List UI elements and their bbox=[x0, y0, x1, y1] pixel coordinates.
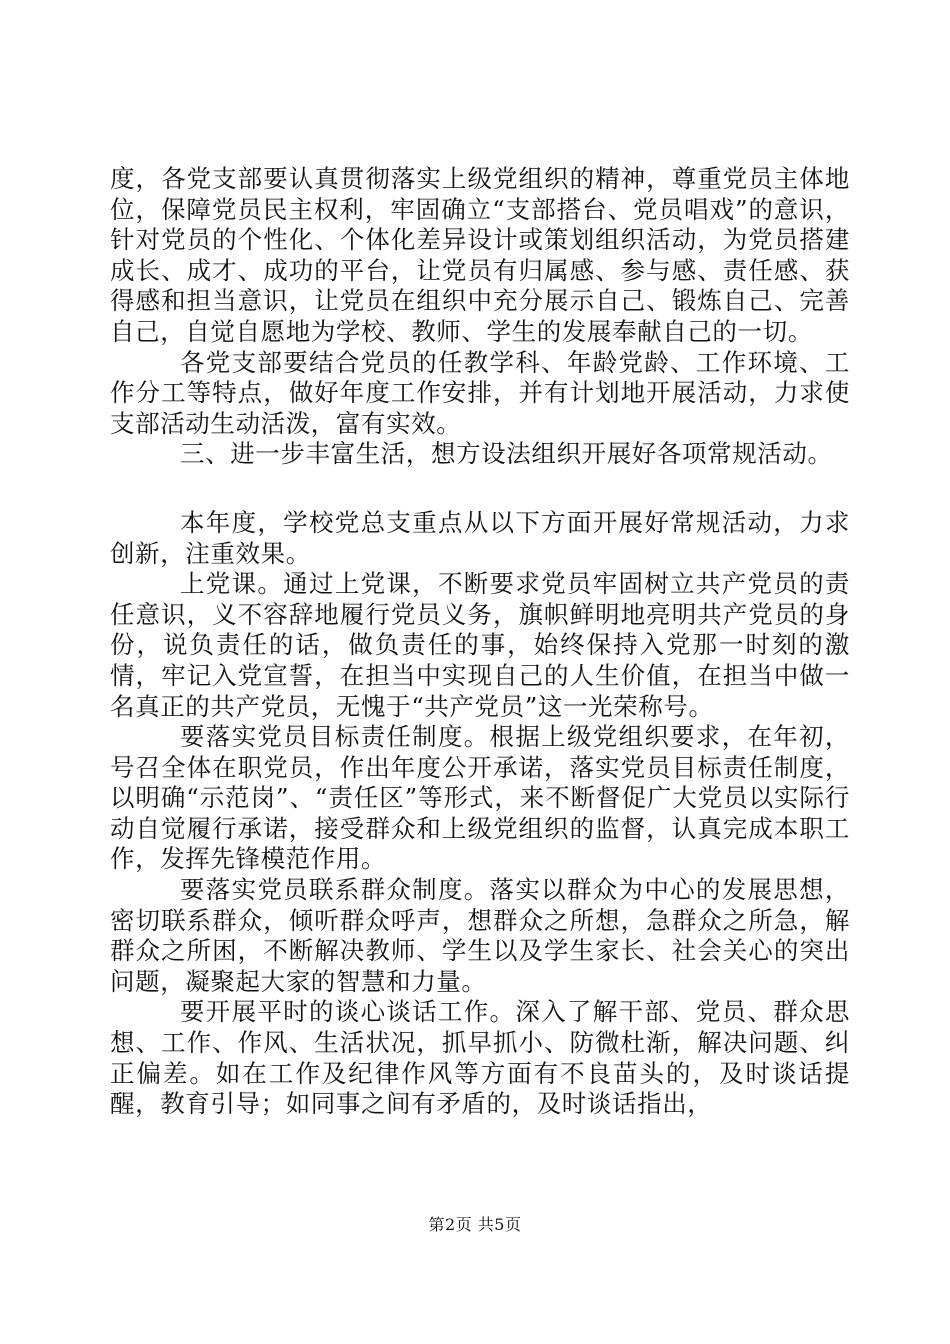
paragraph-continuation: 度，各党支部要认真贯彻落实上级党组织的精神，尊重党员主体地位，保障党员民主权利，牢固确立“支部搭台、党员唱戏”的意识，针对党员的个性化、个体化差异设计或策划组织活动，为党员搭建成长、成才、成功的平台，让党员有归属感、参与感、责任感、获得感和担当意识，让党员在组织中充分展示自己、锻炼自己、完善自己，自觉自愿地为学校、教师、学生的发展奉献自己的一切。 bbox=[110, 164, 850, 346]
paragraph-contact-masses: 要落实党员联系群众制度。落实以群众为中心的发展思想，密切联系群众，倾听群众呼声，想群众之所想，急群众之所急，解群众之所困，不断解决教师、学生以及学生家长、社会关心的突出问题，凝聚起大家的智慧和力量。 bbox=[110, 875, 850, 996]
paragraph-target-responsibility: 要落实党员目标责任制度。根据上级党组织要求，在年初，号召全体在职党员，作出年度公开承诺，落实党员目标责任制度，以明确“示范岗”、“责任区”等形式，来不断督促广大党员以实际行动自觉履行承诺，接受群众和上级党组织的监督，认真完成本职工作，发挥先锋模范作用。 bbox=[110, 722, 850, 874]
paragraph-heart-to-heart-talks: 要开展平时的谈心谈话工作。深入了解干部、党员、群众思想、工作、作风、生活状况，抓早抓小、防微杜渐，解决问题、纠正偏差。如在工作及纪律作风等方面有不良苗头的，及时谈话提醒，教育引导；如同事之间有矛盾的，及时谈话指出， bbox=[110, 997, 850, 1119]
paragraph-branch-planning: 各党支部要结合党员的任教学科、年龄党龄、工作环境、工作分工等特点，做好年度工作安排，并有计划地开展活动，力求使支部活动生动活泼，富有实效。 bbox=[110, 347, 850, 438]
section-heading-regular-activities: 三、进一步丰富生活，想方设法组织开展好各项常规活动。 bbox=[180, 439, 833, 469]
document-body bbox=[110, 164, 850, 1120]
paragraph-annual-focus: 本年度，学校党总支重点从以下方面开展好常规活动，力求创新，注重效果。 bbox=[110, 507, 850, 568]
page-number-footer: 第2页 共5页 bbox=[428, 1215, 522, 1234]
paragraph-party-lecture: 上党课。通过上党课，不断要求党员牢固树立共产党员的责任意识，义不容辞地履行党员义务，旗帜鲜明地亮明共产党员的身份，说负责任的话，做负责任的事，始终保持入党那一时刻的激情，牢记入党宣誓，在担当中实现自己的人生价值，在担当中做一名真正的共产党员，无愧于“共产党员”这一光荣称号。 bbox=[110, 569, 850, 721]
